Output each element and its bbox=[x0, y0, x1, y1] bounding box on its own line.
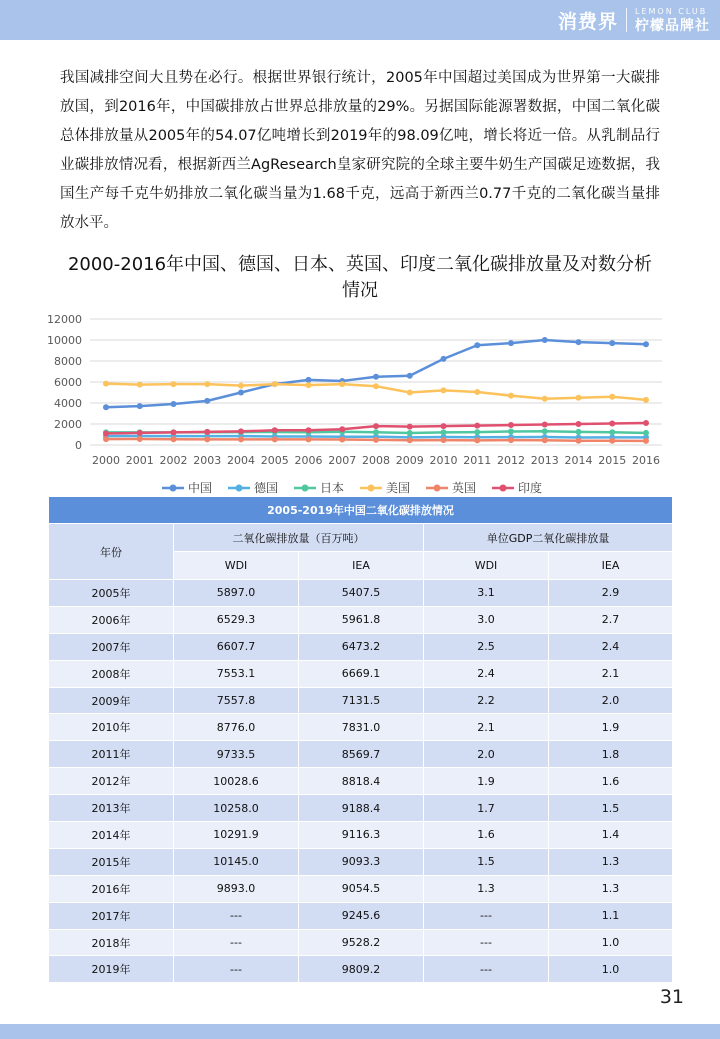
legend-marker bbox=[500, 485, 507, 492]
legend-marker bbox=[368, 485, 375, 492]
cell-intensity-iea: 2.0 bbox=[549, 687, 673, 714]
data-point bbox=[272, 436, 278, 442]
cell-year: 2008年 bbox=[49, 660, 174, 687]
cell-intensity-wdi: 1.5 bbox=[424, 848, 549, 875]
table-row bbox=[49, 687, 673, 714]
y-tick-label: 10000 bbox=[47, 334, 82, 347]
table-row bbox=[49, 633, 673, 660]
cell-intensity-wdi: 3.1 bbox=[424, 580, 549, 607]
cell-emissions-iea: 5407.5 bbox=[299, 580, 424, 607]
x-tick-label: 2008 bbox=[362, 454, 390, 467]
data-point bbox=[238, 383, 244, 389]
table-title: 2005-2019年中国二氧化碳排放情况 bbox=[49, 497, 673, 524]
cell-emissions-wdi: --- bbox=[174, 929, 299, 956]
cell-intensity-iea: 1.8 bbox=[549, 741, 673, 768]
cell-year: 2019年 bbox=[49, 956, 174, 983]
top-banner bbox=[0, 0, 720, 40]
data-point bbox=[474, 342, 480, 348]
data-point bbox=[576, 438, 582, 444]
data-point bbox=[204, 429, 210, 435]
y-tick-label: 6000 bbox=[54, 376, 82, 389]
data-point bbox=[339, 426, 345, 432]
table-row bbox=[49, 956, 673, 983]
cell-emissions-iea: 9809.2 bbox=[299, 956, 424, 983]
bottom-banner bbox=[0, 1024, 720, 1039]
table-row bbox=[49, 580, 673, 607]
cell-emissions-wdi: 8776.0 bbox=[174, 714, 299, 741]
data-point bbox=[542, 396, 548, 402]
y-tick-label: 0 bbox=[75, 439, 82, 452]
cell-year: 2009年 bbox=[49, 687, 174, 714]
x-tick-label: 2007 bbox=[328, 454, 357, 467]
data-point bbox=[171, 429, 177, 435]
cell-intensity-wdi: 2.0 bbox=[424, 741, 549, 768]
cell-year: 2010年 bbox=[49, 714, 174, 741]
legend-label: 德国 bbox=[254, 481, 279, 495]
data-point bbox=[441, 387, 447, 393]
cell-emissions-wdi: --- bbox=[174, 956, 299, 983]
data-point bbox=[373, 374, 379, 380]
cell-emissions-iea: 9245.6 bbox=[299, 902, 424, 929]
cell-intensity-wdi: 2.1 bbox=[424, 714, 549, 741]
cell-year: 2018年 bbox=[49, 929, 174, 956]
chart-title: 2000-2016年中国、德国、日本、英国、印度二氧化碳排放量及对数分析情况 bbox=[67, 254, 653, 301]
data-point bbox=[137, 436, 143, 442]
cell-intensity-wdi: 2.2 bbox=[424, 687, 549, 714]
data-point bbox=[542, 337, 548, 343]
data-point bbox=[137, 382, 143, 388]
header-intensity-group: 单位GDP二氧化碳排放量 bbox=[424, 524, 673, 552]
data-point bbox=[407, 373, 413, 379]
cell-intensity-wdi: --- bbox=[424, 929, 549, 956]
x-tick-label: 2012 bbox=[497, 454, 525, 467]
cell-emissions-iea: 9528.2 bbox=[299, 929, 424, 956]
cell-intensity-wdi: --- bbox=[424, 902, 549, 929]
data-point bbox=[204, 381, 210, 387]
y-tick-label: 2000 bbox=[54, 418, 82, 431]
cell-emissions-wdi: --- bbox=[174, 902, 299, 929]
cell-intensity-wdi: 2.5 bbox=[424, 633, 549, 660]
table-row bbox=[49, 768, 673, 795]
cell-intensity-wdi: 1.6 bbox=[424, 822, 549, 849]
y-tick-label: 12000 bbox=[47, 313, 82, 326]
cell-intensity-wdi: 3.0 bbox=[424, 606, 549, 633]
cell-year: 2017年 bbox=[49, 902, 174, 929]
cell-year: 2012年 bbox=[49, 768, 174, 795]
table-row bbox=[49, 660, 673, 687]
y-tick-label: 8000 bbox=[54, 355, 82, 368]
data-point bbox=[643, 341, 649, 347]
cell-emissions-iea: 6669.1 bbox=[299, 660, 424, 687]
data-point bbox=[441, 423, 447, 429]
legend-label: 英国 bbox=[452, 481, 477, 495]
cell-year: 2015年 bbox=[49, 848, 174, 875]
header-iea: IEA bbox=[299, 552, 424, 580]
cell-emissions-wdi: 9893.0 bbox=[174, 875, 299, 902]
cell-intensity-iea: 2.9 bbox=[549, 580, 673, 607]
data-point bbox=[474, 429, 480, 435]
cell-emissions-iea: 7831.0 bbox=[299, 714, 424, 741]
data-point bbox=[609, 420, 615, 426]
table-row bbox=[49, 875, 673, 902]
x-tick-label: 2010 bbox=[429, 454, 458, 467]
legend-label: 日本 bbox=[320, 481, 345, 495]
table-row bbox=[49, 929, 673, 956]
data-point bbox=[542, 428, 548, 434]
cell-emissions-iea: 9093.3 bbox=[299, 848, 424, 875]
cell-intensity-iea: 1.4 bbox=[549, 822, 673, 849]
data-point bbox=[474, 437, 480, 443]
x-tick-label: 2001 bbox=[125, 454, 154, 467]
table-row bbox=[49, 741, 673, 768]
data-point bbox=[103, 436, 109, 442]
x-tick-label: 2016 bbox=[632, 454, 660, 467]
data-point bbox=[609, 429, 615, 435]
data-point bbox=[441, 437, 447, 443]
data-point bbox=[339, 381, 345, 387]
cell-year: 2005年 bbox=[49, 580, 174, 607]
logo-chinese-text: 柠檬品牌社 bbox=[635, 17, 710, 34]
x-tick-label: 2011 bbox=[463, 454, 492, 467]
data-point bbox=[272, 427, 278, 433]
data-point bbox=[204, 398, 210, 404]
data-point bbox=[508, 422, 514, 428]
cell-year: 2014年 bbox=[49, 822, 174, 849]
x-tick-label: 2015 bbox=[598, 454, 627, 467]
data-point bbox=[643, 430, 649, 436]
data-point bbox=[542, 437, 548, 443]
data-point bbox=[508, 428, 514, 434]
data-point bbox=[103, 404, 109, 410]
data-point bbox=[373, 437, 379, 443]
cell-year: 2007年 bbox=[49, 633, 174, 660]
cell-intensity-wdi: 2.4 bbox=[424, 660, 549, 687]
data-point bbox=[373, 429, 379, 435]
x-tick-label: 2005 bbox=[260, 454, 289, 467]
data-point bbox=[576, 429, 582, 435]
cell-intensity-wdi: 1.3 bbox=[424, 875, 549, 902]
data-point bbox=[474, 423, 480, 429]
data-point bbox=[306, 436, 312, 442]
logo-sub bbox=[635, 8, 710, 33]
data-point bbox=[407, 430, 413, 436]
data-point bbox=[508, 437, 514, 443]
data-point bbox=[103, 430, 109, 436]
data-point bbox=[609, 394, 615, 400]
table-row bbox=[49, 606, 673, 633]
data-point bbox=[576, 421, 582, 427]
cell-intensity-wdi: --- bbox=[424, 956, 549, 983]
data-point bbox=[643, 420, 649, 426]
legend-label: 印度 bbox=[518, 481, 543, 495]
cell-emissions-wdi: 9733.5 bbox=[174, 741, 299, 768]
data-point bbox=[103, 381, 109, 387]
line-chart bbox=[0, 300, 720, 496]
data-point bbox=[508, 393, 514, 399]
cell-emissions-iea: 7131.5 bbox=[299, 687, 424, 714]
table-row bbox=[49, 902, 673, 929]
cell-year: 2016年 bbox=[49, 875, 174, 902]
legend-marker bbox=[170, 485, 177, 492]
table-row bbox=[49, 795, 673, 822]
cell-intensity-iea: 2.1 bbox=[549, 660, 673, 687]
cell-emissions-iea: 6473.2 bbox=[299, 633, 424, 660]
legend-label: 美国 bbox=[386, 481, 411, 495]
logo-english-text: LEMON CLUB bbox=[635, 6, 708, 16]
data-point bbox=[306, 382, 312, 388]
cell-intensity-iea: 1.3 bbox=[549, 875, 673, 902]
emissions-table-wrapper bbox=[48, 496, 672, 983]
cell-year: 2013年 bbox=[49, 795, 174, 822]
logo-main-text: 消费界 bbox=[557, 10, 618, 33]
cell-intensity-wdi: 1.9 bbox=[424, 768, 549, 795]
cell-emissions-iea: 9054.5 bbox=[299, 875, 424, 902]
data-point bbox=[339, 437, 345, 443]
cell-intensity-iea: 2.7 bbox=[549, 606, 673, 633]
header-year: 年份 bbox=[49, 524, 174, 580]
x-tick-label: 2002 bbox=[159, 454, 188, 467]
data-point bbox=[373, 423, 379, 429]
legend-marker bbox=[236, 485, 243, 492]
cell-emissions-iea: 8818.4 bbox=[299, 768, 424, 795]
emissions-table bbox=[48, 496, 673, 983]
cell-emissions-wdi: 10291.9 bbox=[174, 822, 299, 849]
data-point bbox=[238, 390, 244, 396]
data-point bbox=[407, 424, 413, 430]
data-point bbox=[171, 436, 177, 442]
cell-intensity-iea: 1.0 bbox=[549, 929, 673, 956]
cell-emissions-wdi: 10258.0 bbox=[174, 795, 299, 822]
data-point bbox=[576, 395, 582, 401]
header-wdi: WDI bbox=[174, 552, 299, 580]
cell-intensity-iea: 1.1 bbox=[549, 902, 673, 929]
x-tick-label: 2004 bbox=[227, 454, 255, 467]
x-tick-label: 2000 bbox=[92, 454, 120, 467]
cell-emissions-wdi: 7553.1 bbox=[174, 660, 299, 687]
data-point bbox=[441, 429, 447, 435]
body-paragraph: 我国减排空间大且势在必行。根据世界银行统计，2005年中国超过美国成为世界第一大碳排放国，到2016年，中国碳排放占世界总排放量的29%。另据国际能源署数据，中国二氧化碳总体排放量从2005年的54.07亿吨增长到2019年的98.09亿吨，增长将近一倍。从乳制品行业碳排放情况看，根据新西兰AgResearch皇家研究院的全球主要牛奶生产国碳足迹数据，我国生产每千克牛奶排放二氧化碳当量为1.68千克，远高于新西兰0.77千克的二氧化碳当量排放水平。 bbox=[60, 70, 660, 231]
data-point bbox=[137, 430, 143, 436]
data-point bbox=[306, 377, 312, 383]
data-point bbox=[508, 340, 514, 346]
x-tick-label: 2014 bbox=[564, 454, 593, 467]
data-point bbox=[643, 397, 649, 403]
data-point bbox=[171, 381, 177, 387]
x-tick-label: 2013 bbox=[530, 454, 559, 467]
x-tick-label: 2009 bbox=[395, 454, 424, 467]
data-point bbox=[609, 340, 615, 346]
table-row bbox=[49, 714, 673, 741]
data-point bbox=[441, 356, 447, 362]
data-point bbox=[609, 438, 615, 444]
legend-marker bbox=[302, 485, 309, 492]
x-tick-label: 2006 bbox=[294, 454, 323, 467]
data-point bbox=[643, 438, 649, 444]
x-tick-label: 2003 bbox=[193, 454, 222, 467]
cell-emissions-wdi: 6607.7 bbox=[174, 633, 299, 660]
cell-emissions-wdi: 5897.0 bbox=[174, 580, 299, 607]
data-point bbox=[204, 436, 210, 442]
cell-intensity-iea: 1.3 bbox=[549, 848, 673, 875]
cell-intensity-wdi: 1.7 bbox=[424, 795, 549, 822]
brand-logo bbox=[558, 3, 710, 37]
cell-emissions-wdi: 10028.6 bbox=[174, 768, 299, 795]
cell-emissions-wdi: 10145.0 bbox=[174, 848, 299, 875]
logo-divider bbox=[626, 8, 627, 32]
cell-year: 2011年 bbox=[49, 741, 174, 768]
legend-label: 中国 bbox=[188, 481, 213, 495]
cell-emissions-iea: 5961.8 bbox=[299, 606, 424, 633]
data-point bbox=[171, 401, 177, 407]
table-row bbox=[49, 822, 673, 849]
data-point bbox=[474, 389, 480, 395]
cell-intensity-iea: 2.4 bbox=[549, 633, 673, 660]
data-point bbox=[272, 381, 278, 387]
header-iea: IEA bbox=[549, 552, 673, 580]
page-number: 31 bbox=[659, 986, 684, 1008]
data-point bbox=[238, 428, 244, 434]
cell-intensity-iea: 1.6 bbox=[549, 768, 673, 795]
cell-intensity-iea: 1.0 bbox=[549, 956, 673, 983]
cell-year: 2006年 bbox=[49, 606, 174, 633]
table-body bbox=[49, 580, 673, 983]
header-emissions-group: 二氧化碳排放量（百万吨） bbox=[174, 524, 424, 552]
cell-emissions-iea: 9188.4 bbox=[299, 795, 424, 822]
cell-emissions-iea: 8569.7 bbox=[299, 741, 424, 768]
data-point bbox=[407, 437, 413, 443]
cell-intensity-iea: 1.9 bbox=[549, 714, 673, 741]
data-point bbox=[238, 436, 244, 442]
cell-emissions-wdi: 6529.3 bbox=[174, 606, 299, 633]
table-row bbox=[49, 848, 673, 875]
data-point bbox=[576, 339, 582, 345]
cell-intensity-iea: 1.5 bbox=[549, 795, 673, 822]
y-tick-label: 4000 bbox=[54, 397, 82, 410]
data-point bbox=[373, 383, 379, 389]
header-wdi: WDI bbox=[424, 552, 549, 580]
data-point bbox=[407, 390, 413, 396]
cell-emissions-iea: 9116.3 bbox=[299, 822, 424, 849]
data-point bbox=[542, 422, 548, 428]
data-point bbox=[306, 427, 312, 433]
legend-marker bbox=[434, 485, 441, 492]
data-point bbox=[137, 403, 143, 409]
cell-emissions-wdi: 7557.8 bbox=[174, 687, 299, 714]
